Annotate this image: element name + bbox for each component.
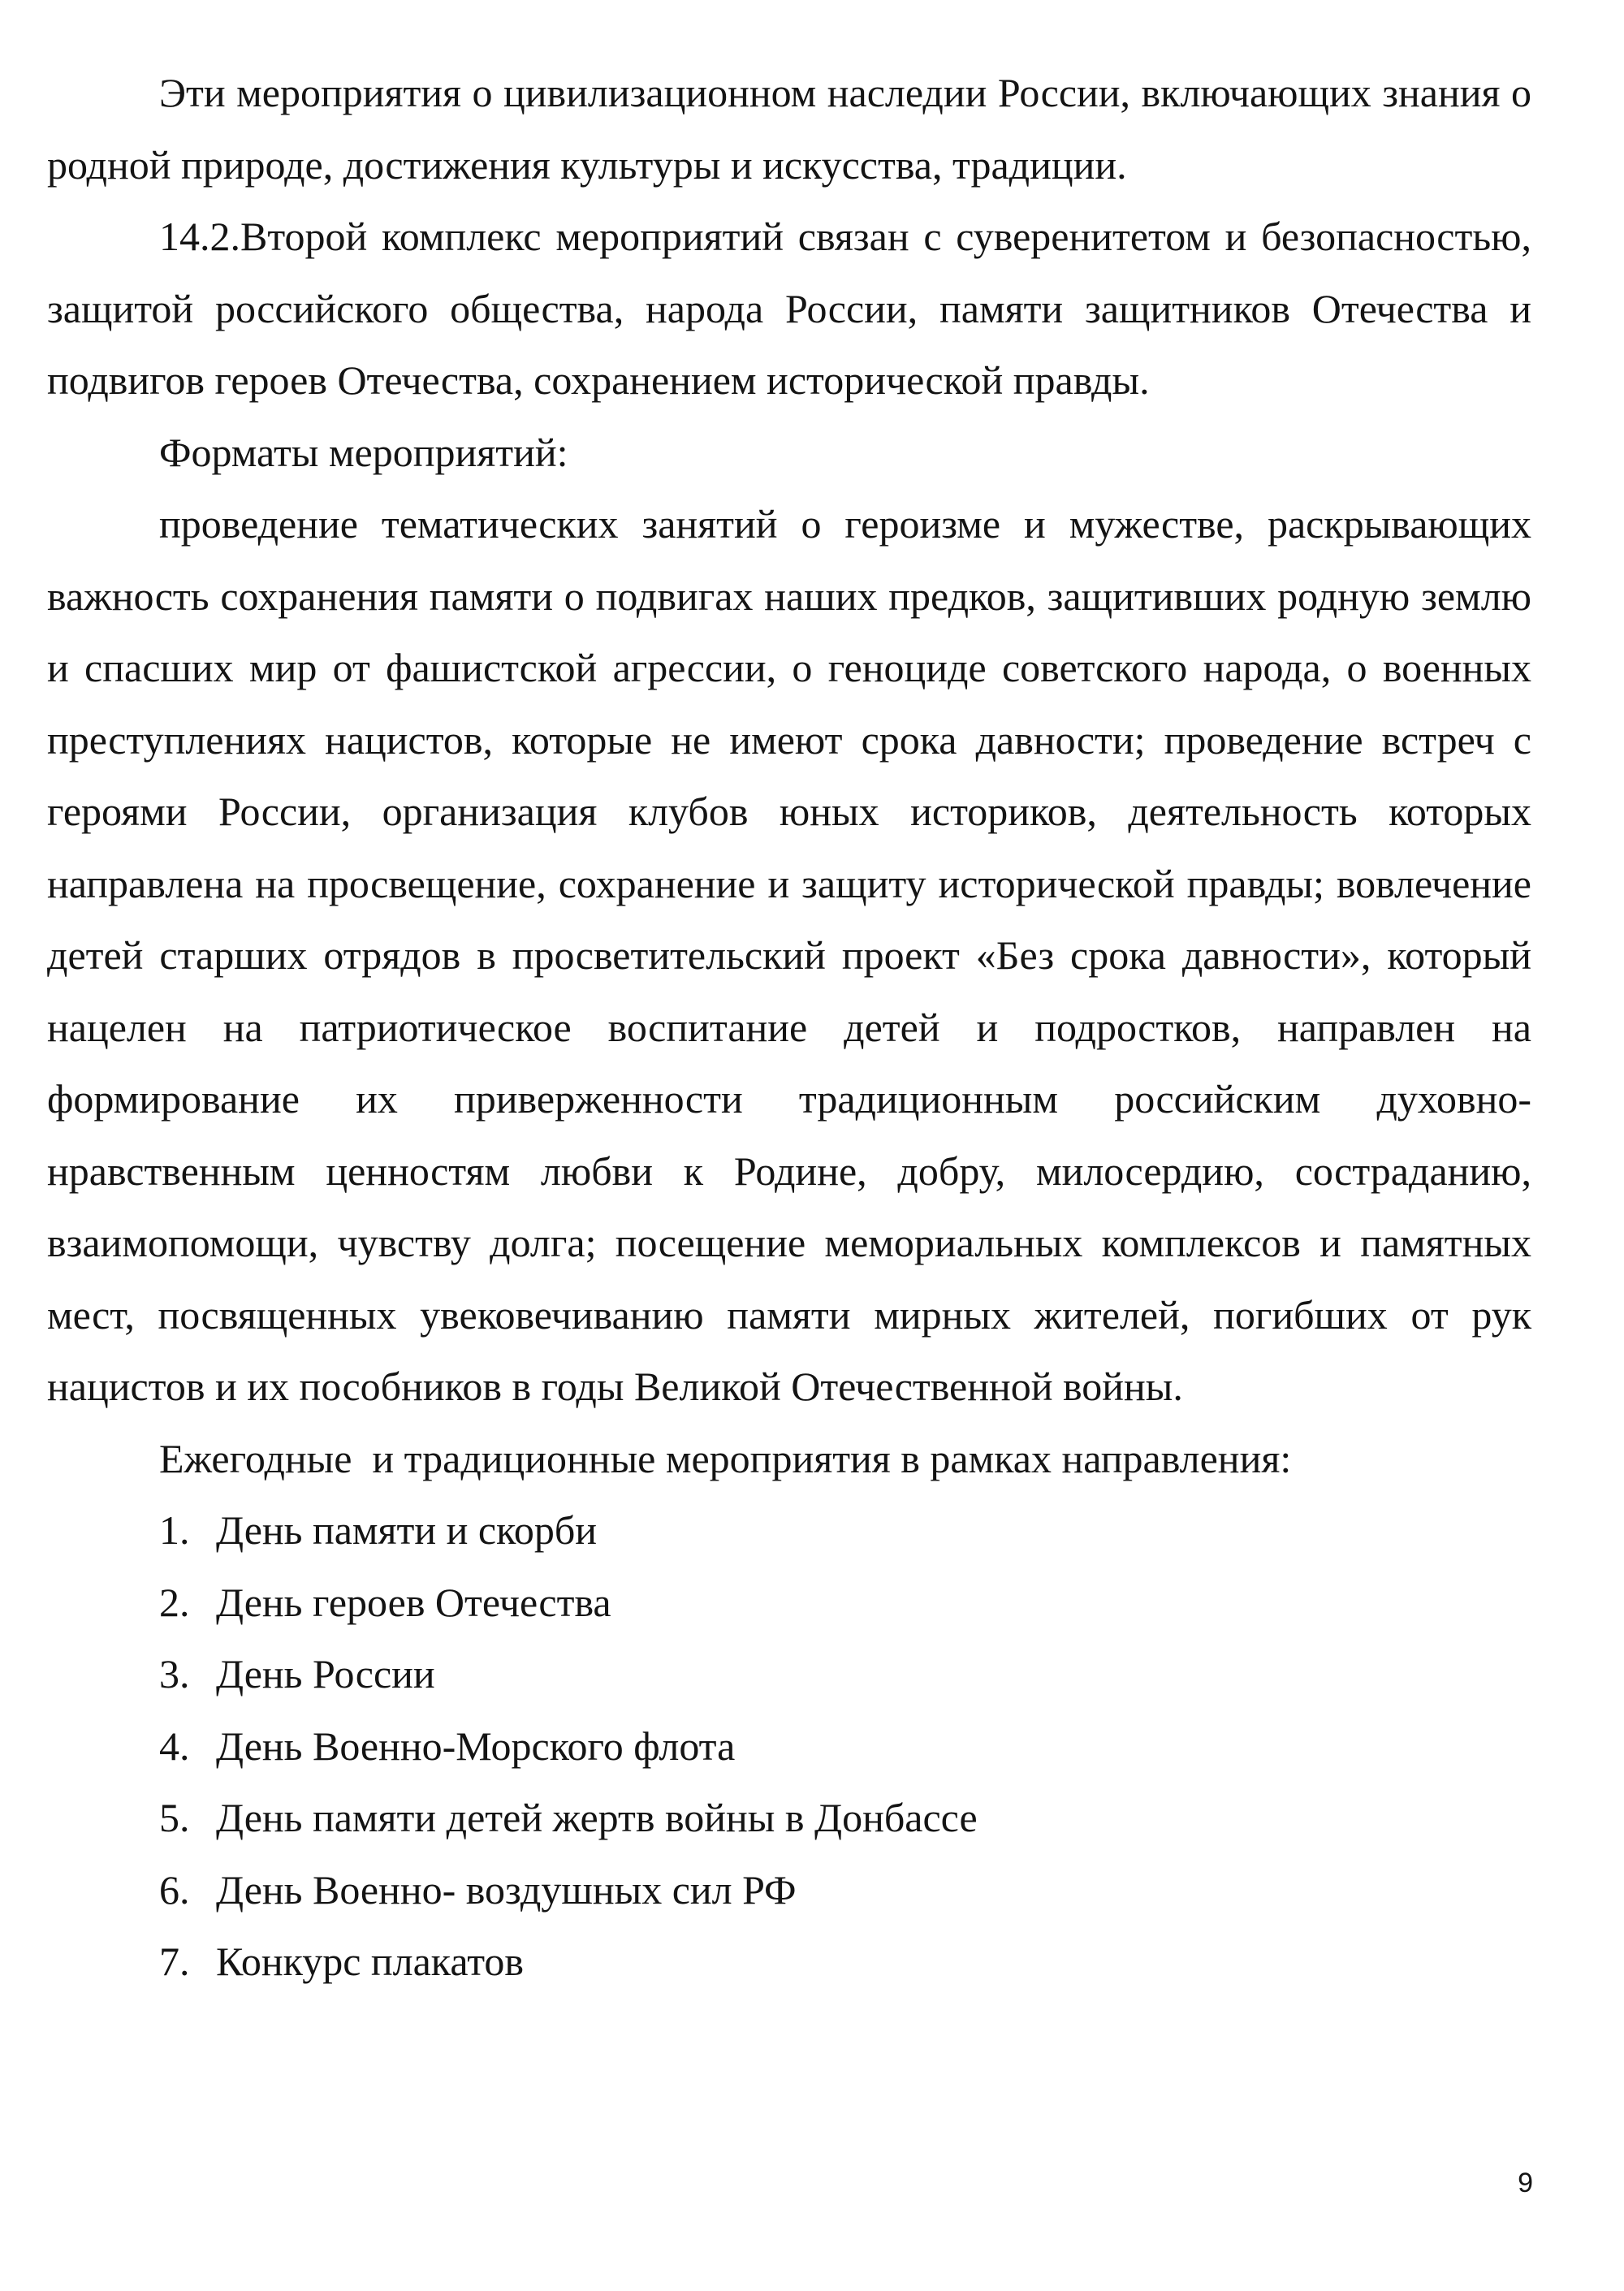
list-item-text: Конкурс плакатов	[216, 1939, 525, 1984]
paragraph-formats-description: проведение тематических занятий о героизме и мужестве, раскрывающих важность сохранения памяти о подвигах наших предков, защитивших родную землю и спасших мир от фашистской агрессии, о геноциде советского народа, о военных преступлениях нацистов, которые не имеют срока давности; проведение встреч с героями России, организация клубов юных историков, деятельность которых направлена на просвещение, сохранение и защиту исторической правды; вовлечение детей старших отрядов в просветительский проект «Без срока давности», который нацелен на патриотическое воспитание детей и подростков, направлен на формирование их приверженности традиционным российским духовно-нравственным ценностям любви к Родине, добру, милосердию, состраданию, взаимопомощи, чувству долга; посещение мемориальных комплексов и памятных мест, посвященных увековечиванию памяти мирных жителей, погибших от рук нацистов и их пособников в годы Великой Отечественной войны.	[47, 501, 1531, 1409]
paragraph-events-intro: Ежегодные и традиционные мероприятия в рамках направления:	[159, 1435, 1292, 1481]
events-list	[47, 1494, 1531, 1998]
paragraph-second-complex: 14.2.Второй комплекс мероприятий связан с суверенитетом и безопасностью, защитой российского общества, народа России, памяти защитников Отечества и подвигов героев Отечества, сохранением исторической правды.	[47, 214, 1531, 403]
list-item	[47, 1638, 1531, 1710]
list-item-number: 4.	[159, 1723, 190, 1769]
list-item	[47, 1782, 1531, 1854]
list-item-text: День России	[216, 1651, 435, 1697]
paragraph-heritage: Эти мероприятия о цивилизационном наследии России, включающих знания о родной природе, достижения культуры и искусства, традиции.	[47, 70, 1531, 188]
list-item-number: 2.	[159, 1579, 190, 1625]
list-item	[47, 1494, 1531, 1567]
list-item-text: День героев Отечества	[216, 1579, 611, 1625]
list-item-text: День Военно-Морского флота	[216, 1723, 736, 1769]
paragraph-formats-heading: Форматы мероприятий:	[159, 429, 568, 475]
list-item	[47, 1926, 1531, 1998]
list-item	[47, 1567, 1531, 1639]
list-item-number: 6.	[159, 1866, 190, 1913]
list-item-text: День памяти и скорби	[216, 1507, 598, 1553]
list-item-text: День Военно- воздушных сил РФ	[216, 1866, 797, 1913]
list-item-number: 1.	[159, 1507, 190, 1553]
page-number: 9	[1518, 2168, 1533, 2198]
list-item-text: День памяти детей жертв войны в Донбассе	[216, 1795, 978, 1840]
list-item	[47, 1854, 1531, 1926]
list-item-number: 5.	[159, 1795, 190, 1840]
body-text	[47, 57, 1531, 1998]
list-item	[47, 1710, 1531, 1783]
list-item-number: 7.	[159, 1939, 190, 1984]
list-item-number: 3.	[159, 1651, 190, 1697]
